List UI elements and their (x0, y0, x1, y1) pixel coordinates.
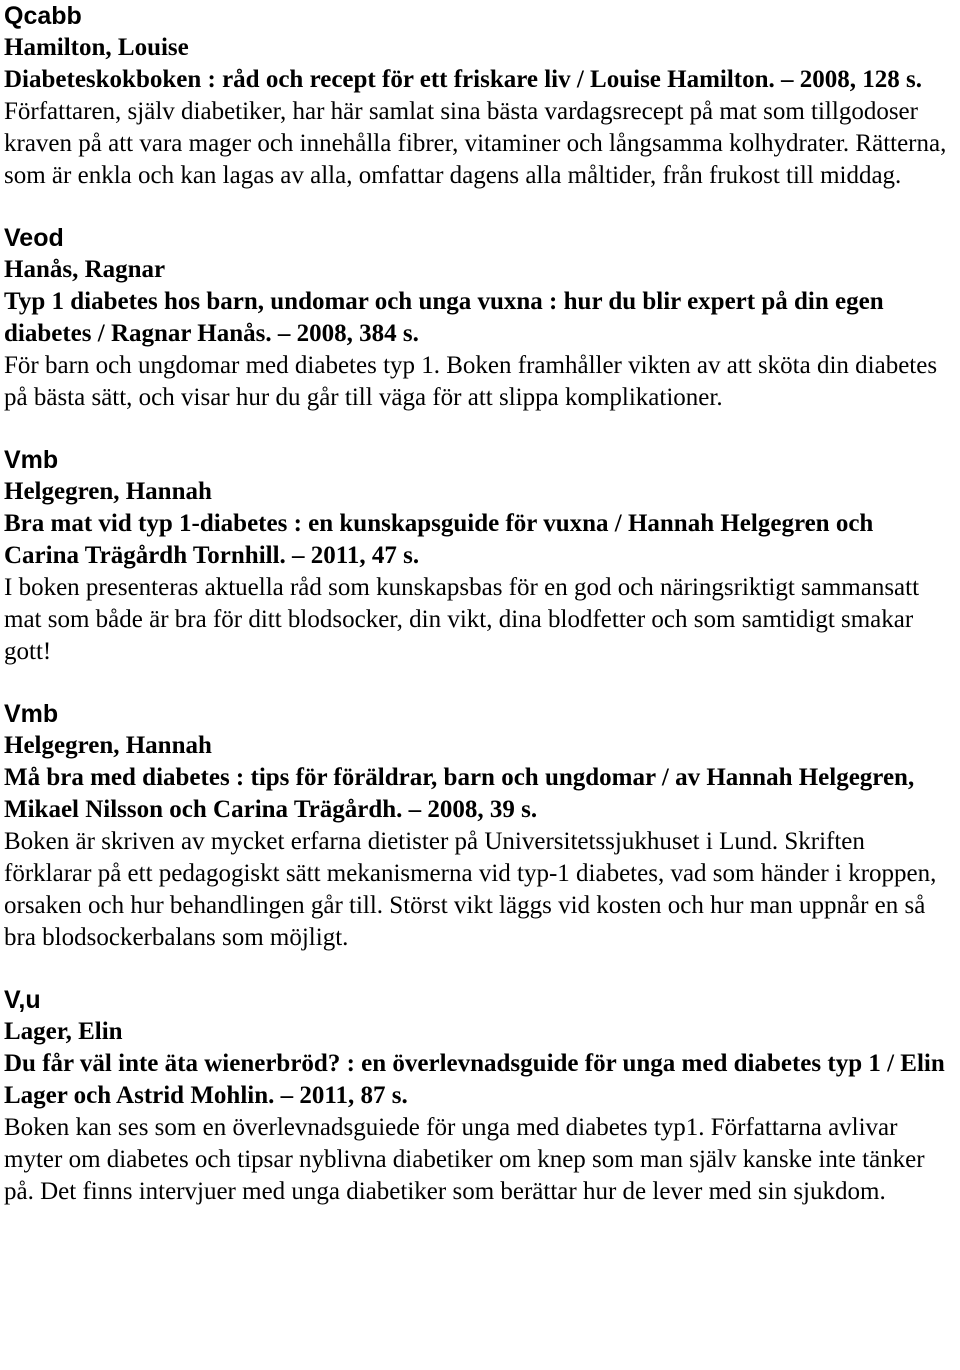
entry-author: Hamilton, Louise (4, 34, 189, 61)
entry-author: Helgegren, Hannah (4, 732, 212, 759)
entry-title: Typ 1 diabetes hos barn, undomar och unga vuxna : hur du blir expert på din egen diabetes / Ragnar Hanås. – 2008, 384 s. (4, 288, 884, 347)
entry-spacer (4, 954, 954, 984)
entry-title: Må bra med diabetes : tips för föräldrar, barn och ungdomar / av Hannah Helgegren, Mikael Nilsson och Carina Trägårdh. – 2008, 39 s. (4, 764, 915, 823)
entry-spacer (4, 668, 954, 698)
entry-description: I boken presenteras aktuella råd som kunskapsbas för en god och näringsriktigt sammansatt mat som både är bra för ditt blodsocker, din vikt, dina blodfetter och som samtidigt smakar gott! (4, 574, 920, 665)
catalog-page (4, 0, 954, 1208)
entry-title: Diabeteskokboken : råd och recept för ett friskare liv / Louise Hamilton. – 2008, 128 s. (4, 66, 923, 93)
classification-code: Veod (4, 224, 64, 252)
entry-description: Författaren, själv diabetiker, har här samlat sina bästa vardagsrecept på mat som tillgodoser kraven på att vara mager och innehålla fibrer, vitaminer och långsamma kolhydrater. Rätterna, som är enkla och kan lagas av alla, omfattar dagens alla måltider, från frukost till middag. (4, 98, 947, 189)
entry-spacer (4, 192, 954, 222)
entry-title: Bra mat vid typ 1-diabetes : en kunskapsguide för vuxna / Hannah Helgegren och Carina Trägårdh Tornhill. – 2011, 47 s. (4, 510, 874, 569)
entry-description: För barn och ungdomar med diabetes typ 1. Boken framhåller vikten av att sköta din diabetes på bästa sätt, och visar hur du går till väga för att slippa komplikationer. (4, 352, 938, 411)
catalog-entry (4, 698, 954, 954)
classification-code: Vmb (4, 446, 59, 474)
classification-code: V,u (4, 986, 41, 1014)
entry-description: Boken kan ses som en överlevnadsguiede för unga med diabetes typ1. Författarna avlivar myter om diabetes och tipsar nyblivna diabetiker om knep som man själv kanske inte tänker på. Det finns intervjuer med unga diabetiker som berättar hur de lever med sin sjukdom. (4, 1114, 925, 1205)
classification-code: Vmb (4, 700, 59, 728)
catalog-entry (4, 984, 954, 1208)
entry-author: Helgegren, Hannah (4, 478, 212, 505)
entry-title: Du får väl inte äta wienerbröd? : en överlevnadsguide för unga med diabetes typ 1 / Elin Lager och Astrid Mohlin. – 2011, 87 s. (4, 1050, 945, 1109)
entry-spacer (4, 414, 954, 444)
catalog-entry (4, 222, 954, 414)
catalog-entry (4, 0, 954, 192)
entry-author: Hanås, Ragnar (4, 256, 166, 283)
catalog-entry (4, 444, 954, 668)
entry-author: Lager, Elin (4, 1018, 123, 1045)
entry-description: Boken är skriven av mycket erfarna dietister på Universitetssjukhuset i Lund. Skriften förklarar på ett pedagogiskt sätt mekanismerna vid typ-1 diabetes, vad som händer i kroppen, orsaken och hur behandlingen går till. Störst vikt läggs vid kosten och hur man uppnår en så bra blodsockerbalans som möjligt. (4, 828, 937, 951)
classification-code: Qcabb (4, 2, 82, 30)
